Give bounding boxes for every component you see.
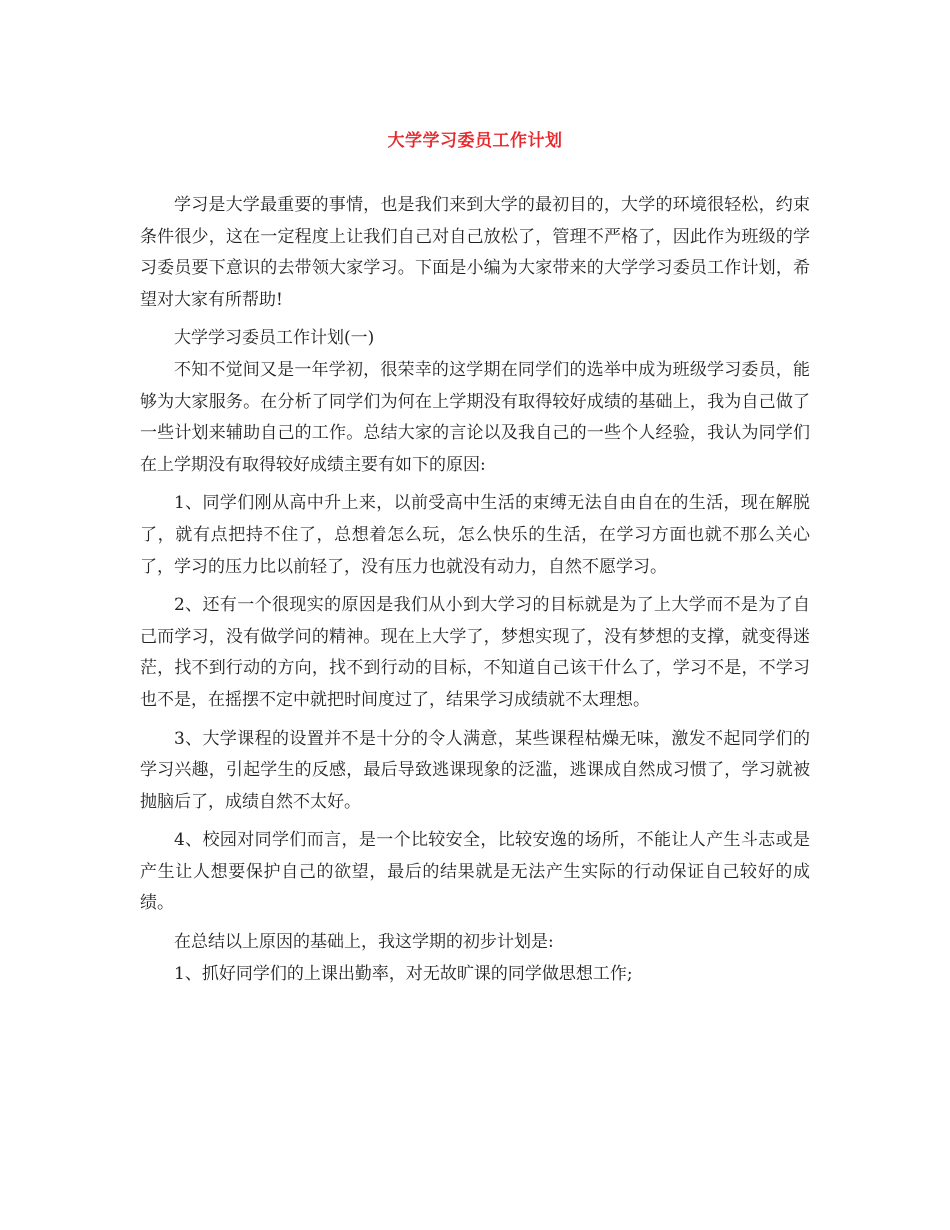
paragraph-plan-item-1: 1、抓好同学们的上课出勤率，对无故旷课的同学做思想工作; xyxy=(174,963,633,984)
paragraph-reason-4: 4、校园对同学们而言，是一个比较安全，比较安逸的场所，不能让人产生斗志或是产生让人想要保护自己的欲望，最后的结果就是无法产生实际的行动保证自己较好的成绩。 xyxy=(140,830,810,914)
paragraph-reason-3: 3、大学课程的设置并不是十分的令人满意，某些课程枯燥无味，激发不起同学们的学习兴趣，引起学生的反感，最后导致逃课现象的泛滥，逃课成自然成习惯了，学习就被抛脑后了，成绩自然不太好。 xyxy=(140,728,810,812)
section-heading: 大学学习委员工作计划(一) xyxy=(174,328,375,349)
document-title: 大学学习委员工作计划 xyxy=(387,131,563,151)
paragraph-plan-one-intro: 不知不觉间又是一年学初，很荣幸的这学期在同学们的选举中成为班级学习委员，能够为大家服务。在分析了同学们为何在上学期没有取得较好成绩的基础上，我为自己做了一些计划来辅助自己的工作。总结大家的言论以及我自己的一些个人经验，我认为同学们在上学期没有取得较好成绩主要有如下的原因: xyxy=(140,359,810,475)
paragraph-reason-2: 2、还有一个很现实的原因是我们从小到大学习的目标就是为了上大学而不是为了自己而学习，没有做学问的精神。现在上大学了，梦想实现了，没有梦想的支撑，就变得迷茫，找不到行动的方向，找不到行动的目标，不知道自己该干什么了，学习不是，不学习也不是，在摇摆不定中就把时间度过了，结果学习成绩就不太理想。 xyxy=(140,595,810,710)
paragraph-intro: 学习是大学最重要的事情，也是我们来到大学的最初目的，大学的环境很轻松，约束条件很少，这在一定程度上让我们自己对自己放松了，管理不严格了，因此作为班级的学习委员要下意识的去带领大家学习。下面是小编为大家带来的大学学习委员工作计划，希望对大家有所帮助! xyxy=(140,195,810,310)
document-body xyxy=(140,190,810,990)
paragraph-plan-summary: 在总结以上原因的基础上，我这学期的初步计划是: xyxy=(174,932,554,953)
paragraph-reason-1: 1、同学们刚从高中升上来，以前受高中生活的束缚无法自由自在的生活，现在解脱了，就有点把持不住了，总想着怎么玩，怎么快乐的生活，在学习方面也就不那么关心了，学习的压力比以前轻了，没有压力也就没有动力，自然不愿学习。 xyxy=(140,493,810,577)
